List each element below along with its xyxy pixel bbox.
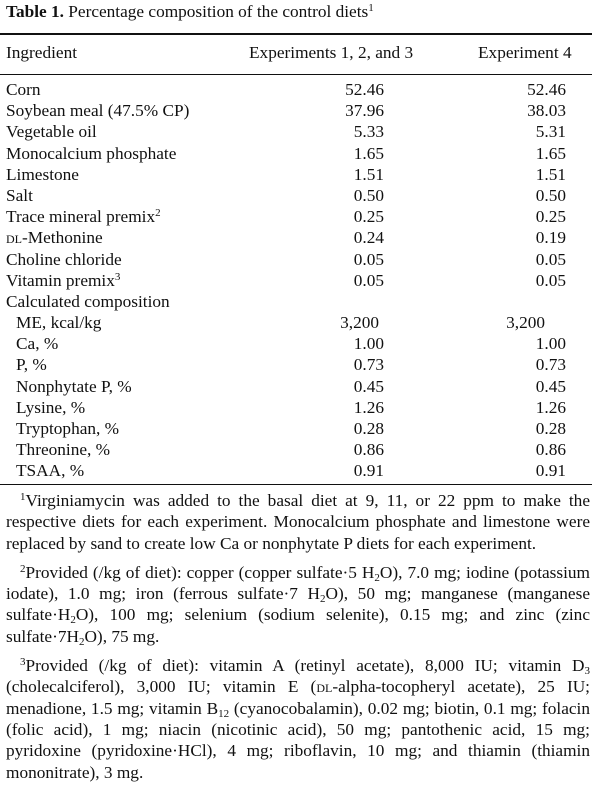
footnote-mark: 3 — [114, 270, 121, 283]
table-row: Nonphytate P, % 0.45 0.45 — [16, 376, 566, 396]
table-row: Vegetable oil 5.33 5.31 — [6, 122, 566, 142]
table-label: Table 1. — [6, 2, 64, 21]
bottom-rule — [0, 484, 592, 485]
table-row: Salt 0.50 0.50 — [6, 185, 566, 205]
table-row: Threonine, % 0.86 0.86 — [16, 440, 566, 460]
table-row: P, % 0.73 0.73 — [16, 355, 566, 375]
footnote-mark: 2 — [20, 562, 26, 575]
table-row: Ca, % 1.00 1.00 — [16, 334, 566, 354]
table-row: Vitamin premix$^3$ 0.05 0.05 — [6, 270, 566, 290]
header-rule — [0, 74, 592, 75]
table-row: TSAA, % 0.91 0.91 — [16, 461, 566, 481]
composition-table — [0, 80, 592, 483]
table-row: ME, kcal/kg 3,200 3,200 — [16, 313, 545, 333]
column-header-ingredient: Ingredient — [6, 43, 78, 62]
top-rule — [0, 33, 592, 35]
table-row: Limestone 1.51 1.51 — [6, 164, 566, 184]
footnote-mark: 2 — [155, 207, 161, 220]
footnote-mark: 1 — [20, 491, 26, 503]
table-row: Choline chloride 0.05 0.05 — [6, 249, 566, 269]
table-row: dl-Methonine 0.24 0.19 — [6, 228, 566, 248]
footnote-1: $^1$Virginiamycin was added to the basal diet at 9, 11, or 22 ppm to make the respective diets for each experiment. Monocalcium phosphate and limestone were replaced by sand to create low Ca or nonphytate P diets for each experiment. — [6, 491, 590, 553]
footnote-3: $^3$Provided (/kg of diet): vitamin A (retinyl acetate), 8,000 IU; vitamin $D_3$ (cholecalciferol), 3,000 IU; vitamin E (dl-alpha-tocopheryl acetate), 25 IU; menadione, 1.5 mg; vitamin $B_{12}$ (cyanocobalamin), 0.02 mg; biotin, 0.1 mg; folacin (folic acid), 1 mg; niacin (nicotinic acid), 50 mg; pantothenic acid, 15 mg; pyridoxine (pyridoxine·HCl), 4 mg; riboflavin, 10 mg; and thiamin (thiamin mononitrate), 3 mg. — [6, 656, 590, 782]
footnote-mark: 3 — [20, 656, 26, 669]
table-footnotes — [6, 490, 590, 791]
table-row: Corn 52.46 52.46 — [6, 80, 566, 99]
footnote-mark: 1 — [368, 2, 374, 14]
table-row: Tryptophan, % 0.28 0.28 — [16, 419, 566, 438]
column-header-experiments-1-2-3: Experiments 1, 2, and 3 — [249, 43, 414, 62]
table-title: Percentage composition of the control diets — [68, 2, 369, 21]
table-row: Monocalcium phosphate 1.65 1.65 — [6, 143, 566, 163]
table-row: Lysine, % 1.26 1.26 — [16, 397, 566, 417]
table-caption — [6, 2, 374, 23]
table-row: Soybean meal (47.5% CP) 37.96 38.03 — [6, 101, 566, 121]
table-section-heading: Calculated composition — [6, 291, 170, 311]
column-header-experiment-4: Experiment 4 — [478, 43, 572, 62]
table-row: Trace mineral premix$^2$ 0.25 0.25 — [6, 207, 566, 227]
footnote-2: $^2$Provided (/kg of diet): copper (copper sulfate·5 $H_2O$), 7.0 mg; iodine (potassium iodate), 1.0 mg; iron (ferrous sulfate·7 $H_2O$), 50 mg; manganese (manganese $sulfate\cdot H_2O$), 100 mg; selenium (sodium selenite), 0.15 mg; and zinc (zinc $sulfate\cdot 7H_2O$), 75 mg. — [6, 562, 591, 648]
